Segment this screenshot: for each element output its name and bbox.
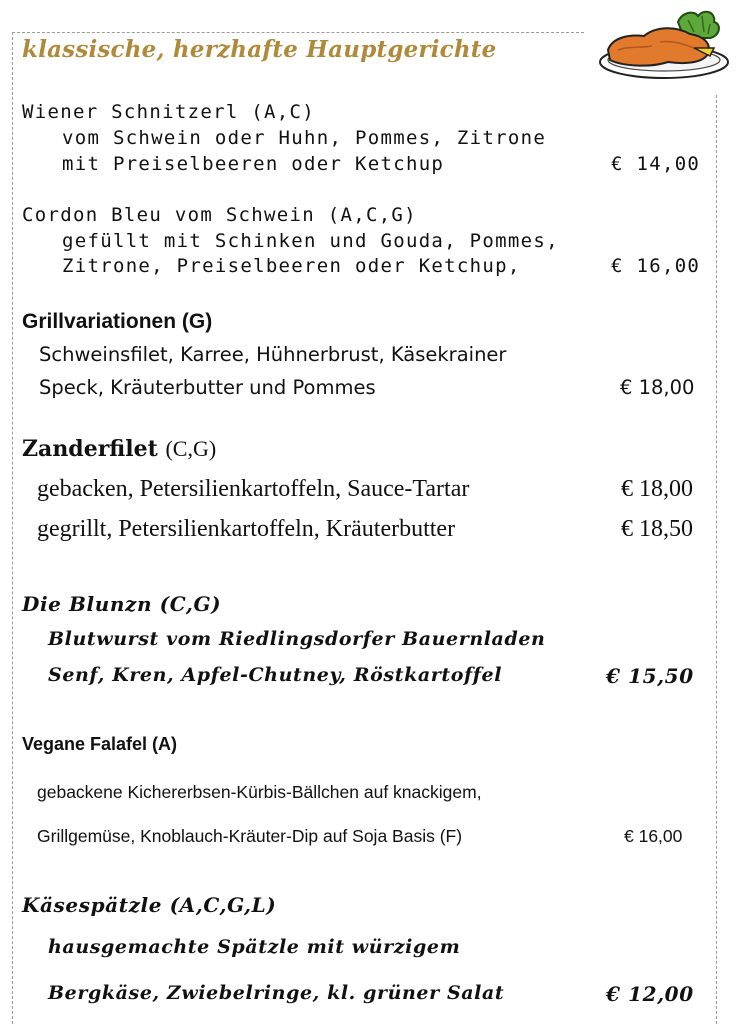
schnitzel-plate-icon xyxy=(598,4,730,84)
zanderfilet-gegrillt-price: € 18,50 xyxy=(621,516,693,542)
cordon-bleu-name: Cordon Bleu vom Schwein (A,C,G) xyxy=(22,204,417,226)
falafel-desc-1: gebackene Kichererbsen-Kürbis-Bällchen auf knackigem, xyxy=(37,782,482,802)
wiener-schnitzerl-name: Wiener Schnitzerl (A,C) xyxy=(22,101,315,123)
frame-top-border xyxy=(12,32,584,33)
grillvariationen-name: Grillvariationen (G) xyxy=(22,310,213,333)
wiener-schnitzerl-price: € 14,00 xyxy=(611,153,701,175)
falafel-desc-2: Grillgemüse, Knoblauch-Kräuter-Dip auf Soja Basis (F) xyxy=(37,826,463,846)
falafel-name: Vegane Falafel (A) xyxy=(22,734,178,754)
grillvariationen-desc-1: Schweinsfilet, Karree, Hühnerbrust, Käsekrainer xyxy=(39,343,507,366)
zanderfilet-gegrillt: gegrillt, Petersilienkartoffeln, Kräuterbutter xyxy=(37,516,456,542)
kaesespaetzle-name: Käsespätzle (A,C,G,L) xyxy=(22,893,277,917)
wiener-schnitzerl-desc-1: vom Schwein oder Huhn, Pommes, Zitrone xyxy=(62,127,547,149)
section-title: klassische, herzhafte Hauptgerichte xyxy=(22,36,497,63)
blunzn-price: € 15,50 xyxy=(606,664,694,688)
zanderfilet-allergens: (C,G) xyxy=(165,436,217,461)
wiener-schnitzerl-desc-2: mit Preiselbeeren oder Ketchup xyxy=(62,153,445,175)
grillvariationen-desc-2: Speck, Kräuterbutter und Pommes xyxy=(39,376,376,399)
blunzn-desc-2: Senf, Kren, Apfel-Chutney, Röstkartoffel xyxy=(48,664,503,686)
zanderfilet-gebacken: gebacken, Petersilienkartoffeln, Sauce-Tartar xyxy=(37,476,470,502)
zanderfilet-title xyxy=(22,436,216,462)
blunzn-name: Die Blunzn (C,G) xyxy=(22,592,222,616)
frame-left-border xyxy=(12,32,13,1024)
zanderfilet-name: Zanderfilet xyxy=(22,436,158,462)
kaesespaetzle-price: € 12,00 xyxy=(606,982,694,1006)
frame-right-border xyxy=(716,95,717,1024)
cordon-bleu-price: € 16,00 xyxy=(611,255,701,277)
cordon-bleu-desc-2: Zitrone, Preiselbeeren oder Ketchup, xyxy=(62,255,521,277)
grillvariationen-price: € 18,00 xyxy=(620,376,695,399)
kaesespaetzle-desc-1: hausgemachte Spätzle mit würzigem xyxy=(48,936,461,958)
kaesespaetzle-desc-2: Bergkäse, Zwiebelringe, kl. grüner Salat xyxy=(48,982,505,1004)
zanderfilet-gebacken-price: € 18,00 xyxy=(621,476,693,502)
falafel-price: € 16,00 xyxy=(624,826,683,846)
blunzn-desc-1: Blutwurst vom Riedlingsdorfer Bauernladen xyxy=(48,628,546,650)
cordon-bleu-desc-1: gefüllt mit Schinken und Gouda, Pommes, xyxy=(62,230,559,252)
